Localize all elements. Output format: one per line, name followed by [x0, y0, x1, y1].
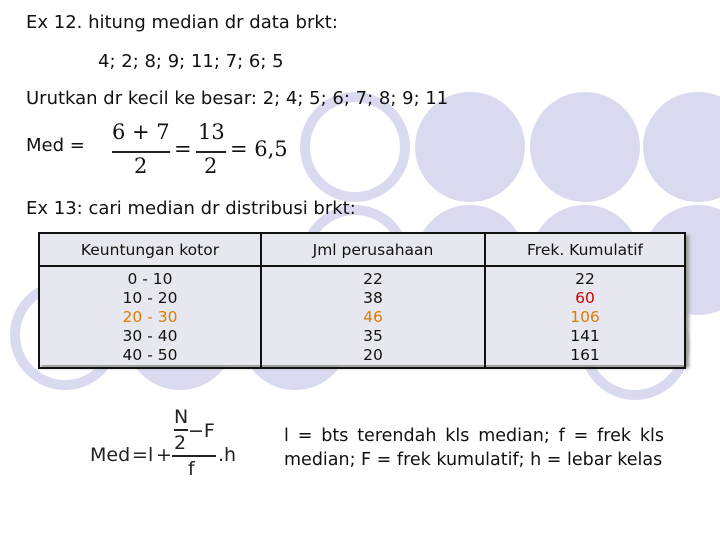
frac1-bar [112, 151, 170, 153]
formula-legend: l = bts terendah kls median; f = frek kls median; F = frek kumulatif; h = lebar kelas [284, 426, 664, 470]
frac1-denominator: 2 [134, 154, 148, 178]
decor-circle [643, 92, 720, 202]
formula-inner-bar [174, 429, 188, 431]
range-value: 30 - 40 [122, 326, 178, 345]
median-formula [90, 404, 250, 484]
col-header-range: Keuntungan kotor [39, 233, 261, 266]
count-value: 38 [363, 288, 383, 307]
ex12-sorted: Urutkan dr kecil ke besar: 2; 4; 5; 6; 7; 8; 9; 11 [26, 88, 449, 109]
formula-two: 2 [174, 432, 187, 454]
count-value: 35 [363, 326, 383, 345]
med-calculation [112, 120, 292, 182]
frac2-numerator: 13 [198, 120, 225, 144]
col-header-cumulative: Frek. Kumulatif [485, 233, 685, 266]
cumulative-cell [485, 266, 685, 368]
cumulative-value: 141 [570, 326, 600, 345]
frequency-table [38, 232, 686, 369]
count-value: 20 [363, 345, 383, 364]
cumulative-value: 22 [575, 269, 595, 288]
frac2-denominator: 2 [204, 154, 218, 178]
table-body-row [39, 266, 685, 368]
range-value: 10 - 20 [122, 288, 178, 307]
col-header-count: Jml perusahaan [261, 233, 485, 266]
med-label: Med = [26, 135, 85, 156]
range-value: 0 - 10 [127, 269, 173, 288]
formula-plus: + [156, 444, 172, 466]
frac1-numerator: 6 + 7 [112, 120, 170, 144]
count-value-highlighted: 46 [363, 307, 383, 326]
formula-N: N [174, 406, 189, 428]
formula-h: .h [218, 444, 237, 466]
cumulative-value-highlighted: 106 [570, 307, 600, 326]
count-value: 22 [363, 269, 383, 288]
count-cell [261, 266, 485, 368]
formula-main-bar [172, 455, 216, 457]
eq-sign: = [174, 137, 192, 161]
ex12-title: Ex 12. hitung median dr data brkt: [26, 12, 338, 33]
cumulative-value: 161 [570, 345, 600, 364]
formula-eq: = [132, 444, 148, 466]
range-value-highlighted: 20 - 30 [122, 307, 178, 326]
range-value: 40 - 50 [122, 345, 178, 364]
ex12-data: 4; 2; 8; 9; 11; 7; 6; 5 [98, 51, 284, 72]
ex13-title: Ex 13: cari median dr distribusi brkt: [26, 198, 356, 219]
result: = 6,5 [230, 137, 288, 161]
formula-l: l [148, 444, 154, 466]
frac2-bar [196, 151, 226, 153]
cumulative-value-highlighted: 60 [575, 288, 595, 307]
decor-circle [530, 92, 640, 202]
table-header-row [39, 233, 685, 266]
formula-f: f [188, 458, 195, 480]
formula-lhs: Med [90, 444, 131, 466]
range-cell [39, 266, 261, 368]
formula-minus-F: −F [188, 420, 215, 442]
